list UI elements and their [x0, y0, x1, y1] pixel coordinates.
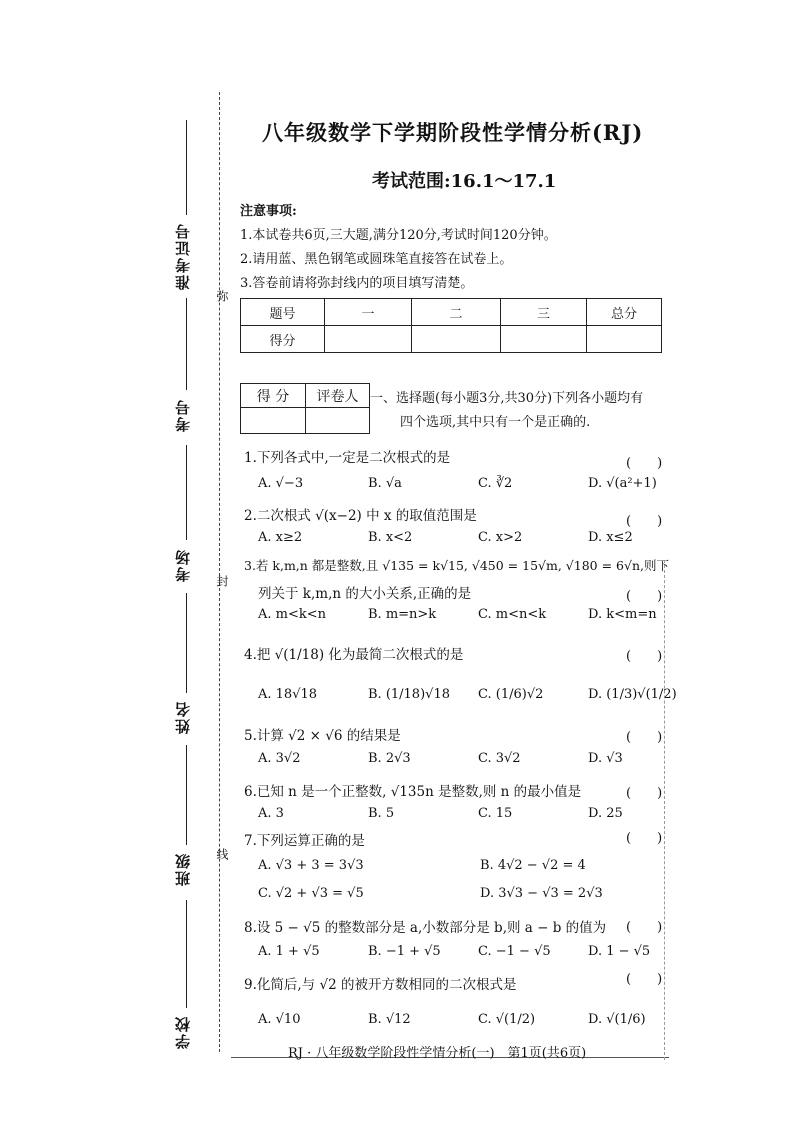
- fill-line-school[interactable]: [186, 900, 187, 1008]
- section-line-2: 四个选项,其中只有一个是正确的.: [400, 415, 591, 430]
- option-c: C. 15: [478, 806, 513, 821]
- grader-score-label: 得 分: [241, 384, 306, 408]
- question-stem: 8.设 5 − √5 的整数部分是 a,小数部分是 b,则 a − b 的值为: [244, 920, 607, 936]
- answer-paren[interactable]: ( ): [626, 589, 663, 604]
- side-label-exam-number: 考号: [174, 398, 192, 432]
- question-stem: 5.计算 √2 × √6 的结果是: [244, 728, 401, 744]
- grader-name-cell[interactable]: [306, 408, 370, 434]
- option-b: B. √12: [368, 1012, 411, 1027]
- page-footer: RJ · 八年级数学阶段性学情分析(一) 第1页(共6页): [288, 1046, 587, 1061]
- score-table: [240, 298, 662, 353]
- option-b: B. √a: [368, 476, 402, 491]
- score-cell[interactable]: [325, 326, 412, 353]
- option-a: A. √3 + 3 = 3√3: [258, 858, 364, 873]
- option-d: D. 3√3 − √3 = 2√3: [480, 886, 603, 901]
- answer-paren[interactable]: ( ): [626, 972, 663, 987]
- option-b: B. 2√3: [368, 751, 411, 766]
- option-d: D. √(1/6): [588, 1012, 646, 1027]
- option-a: A. 1 + √5: [258, 944, 320, 959]
- option-c: C. √2 + √3 = √5: [258, 886, 364, 901]
- question-stem: 4.把 √(1/18) 化为最简二次根式的是: [244, 647, 464, 663]
- question-stem: 2.二次根式 √(x−2) 中 x 的取值范围是: [244, 508, 477, 524]
- option-a: A. √−3: [258, 476, 304, 491]
- option-a: A. 3√2: [258, 751, 301, 766]
- side-label-exam-id: 准考证号: [174, 222, 192, 290]
- note-item: 2.请用蓝、黑色钢笔或圆珠笔直接答在试卷上。: [240, 252, 513, 267]
- option-d: D. √(a²+1): [588, 476, 657, 491]
- answer-paren[interactable]: ( ): [626, 456, 663, 471]
- right-edge-dash: [664, 560, 666, 1060]
- seal-char-xian: 线: [215, 848, 229, 860]
- answer-paren[interactable]: ( ): [626, 730, 663, 745]
- fill-line-class[interactable]: [186, 745, 187, 845]
- fill-line-exam-id[interactable]: [186, 120, 187, 215]
- option-d: D. k<m=n: [588, 607, 657, 622]
- question-stem: 7.下列运算正确的是: [244, 833, 365, 849]
- option-b: B. 5: [368, 806, 395, 821]
- score-table-header: 三: [501, 299, 587, 326]
- score-cell[interactable]: [501, 326, 587, 353]
- score-table-header: 总分: [587, 299, 662, 326]
- option-a: A. m<k<n: [258, 607, 327, 622]
- score-cell[interactable]: [412, 326, 501, 353]
- answer-paren[interactable]: ( ): [626, 649, 663, 664]
- answer-paren[interactable]: ( ): [626, 831, 663, 846]
- score-table-header: 题号: [241, 299, 325, 326]
- fill-line-name[interactable]: [186, 593, 187, 693]
- exam-scope: 考试范围:16.1～17.1: [372, 171, 557, 192]
- option-d: D. 1 − √5: [588, 944, 651, 959]
- option-b: B. m=n>k: [368, 607, 437, 622]
- question-stem: 6.已知 n 是一个正整数, √135n 是整数,则 n 的最小值是: [244, 784, 582, 800]
- question-stem: 3.若 k,m,n 都是整数,且 √135 = k√15, √450 = 15√m, √180 = 6√n,则下: [244, 558, 669, 573]
- option-b: B. x<2: [368, 530, 413, 545]
- fill-line-exam-number[interactable]: [186, 298, 187, 390]
- answer-paren[interactable]: ( ): [626, 786, 663, 801]
- option-d: D. x≤2: [588, 530, 633, 545]
- answer-paren[interactable]: ( ): [626, 514, 663, 529]
- side-label-name: 姓名: [174, 700, 192, 734]
- option-a: A. x≥2: [258, 530, 303, 545]
- grader-score-cell[interactable]: [241, 408, 306, 434]
- seal-char-mi: 弥: [215, 290, 229, 302]
- note-item: 1.本试卷共6页,三大题,满分120分,考试时间120分钟。: [240, 228, 557, 243]
- option-d: D. √3: [588, 751, 623, 766]
- question-stem: 9.化简后,与 √2 的被开方数相同的二次根式是: [244, 977, 517, 993]
- seal-dashed-line: [219, 92, 220, 1052]
- page-title: 八年级数学下学期阶段性学情分析(RJ): [262, 120, 644, 145]
- section-line-1: 一、选择题(每小题3分,共30分)下列各小题均有: [370, 391, 644, 406]
- score-table-header: 一: [325, 299, 412, 326]
- question-stem-continued: 列关于 k,m,n 的大小关系,正确的是: [258, 586, 472, 602]
- option-c: C. m<n<k: [478, 607, 547, 622]
- score-row-label: 得分: [241, 326, 325, 353]
- grader-box: [240, 383, 370, 434]
- option-b: B. 4√2 − √2 = 4: [480, 858, 586, 873]
- option-c: C. (1/6)√2: [478, 687, 544, 702]
- option-a: A. 18√18: [258, 687, 318, 702]
- option-a: A. 3: [258, 806, 284, 821]
- question-stem: 1.下列各式中,一定是二次根式的是: [244, 450, 451, 466]
- option-c: C. 3√2: [478, 751, 521, 766]
- answer-paren[interactable]: ( ): [626, 920, 663, 935]
- notes: [240, 200, 557, 296]
- option-c: C. x>2: [478, 530, 523, 545]
- option-c: C. √(1/2): [478, 1012, 536, 1027]
- option-b: B. (1/18)√18: [368, 687, 450, 702]
- notes-heading: 注意事项:: [240, 204, 297, 219]
- fill-line-exam-room[interactable]: [186, 445, 187, 540]
- score-table-header: 二: [412, 299, 501, 326]
- side-label-exam-room: 考场: [174, 548, 192, 582]
- score-cell[interactable]: [587, 326, 662, 353]
- section-instruction: [370, 387, 643, 435]
- option-d: D. 25: [588, 806, 623, 821]
- option-c: C. −1 − √5: [478, 944, 551, 959]
- side-label-school: 学校: [174, 1015, 192, 1049]
- option-b: B. −1 + √5: [368, 944, 441, 959]
- option-a: A. √10: [258, 1012, 301, 1027]
- option-d: D. (1/3)√(1/2): [588, 687, 677, 702]
- option-c: C. ∛2: [478, 476, 513, 491]
- side-label-class: 班级: [174, 852, 192, 886]
- seal-char-feng: 封: [215, 575, 229, 587]
- note-item: 3.答卷前请将弥封线内的项目填写清楚。: [240, 276, 474, 291]
- grader-name-label: 评卷人: [306, 384, 370, 408]
